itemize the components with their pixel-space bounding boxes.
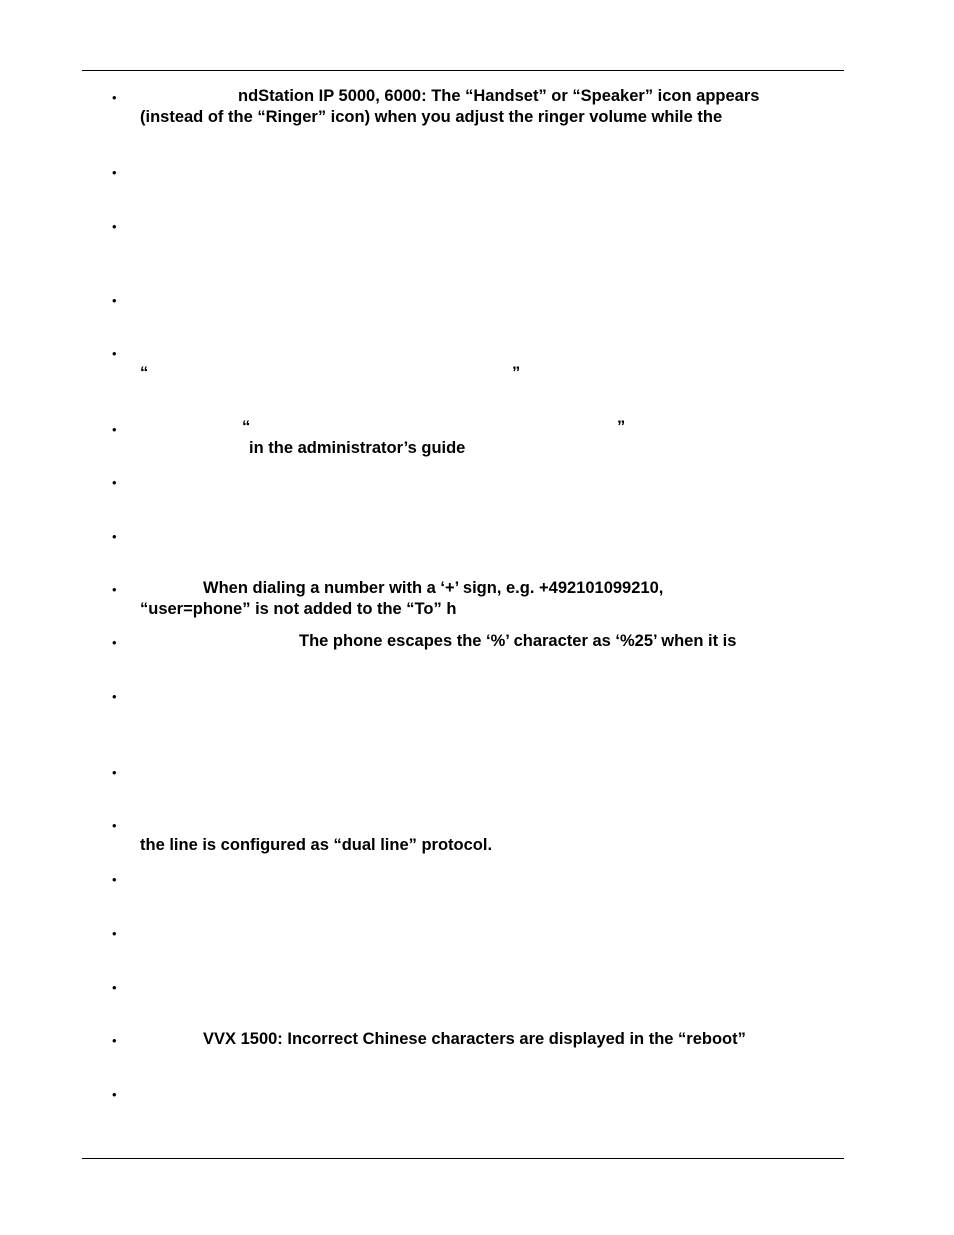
bullet-marker: •	[112, 582, 117, 597]
header-rule	[82, 70, 844, 71]
item-9-line-1: When dialing a number with a ‘+’ sign, e.g. +492101099210,	[203, 579, 664, 597]
bullet-marker: •	[112, 765, 117, 780]
item-1-line-1: ndStation IP 5000, 6000: The “Handset” or “Speaker” icon appears	[238, 87, 760, 105]
bullet-marker: •	[112, 165, 117, 180]
bullet-marker: •	[112, 346, 117, 361]
item-5-close-quote: ”	[512, 364, 521, 382]
bullet-marker: •	[112, 1087, 117, 1102]
bullet-marker: •	[112, 872, 117, 887]
bullet-marker: •	[112, 475, 117, 490]
item-6-open-quote: “	[242, 418, 251, 436]
item-5-open-quote: “	[140, 364, 149, 382]
footer-rule	[82, 1158, 844, 1159]
item-17-line-1: VVX 1500: Incorrect Chinese characters are displayed in the “reboot”	[203, 1030, 746, 1048]
bullet-marker: •	[112, 1033, 117, 1048]
bullet-marker: •	[112, 219, 117, 234]
item-9-line-2: “user=phone” is not added to the “To” h	[140, 600, 457, 618]
bullet-marker: •	[112, 926, 117, 941]
item-13-line-2: the line is configured as “dual line” protocol.	[140, 836, 493, 854]
item-6-close-quote: ”	[617, 418, 626, 436]
bullet-marker: •	[112, 689, 117, 704]
item-1-line-2: (instead of the “Ringer” icon) when you adjust the ringer volume while the	[140, 108, 723, 126]
bullet-marker: •	[112, 293, 117, 308]
bullet-marker: •	[112, 818, 117, 833]
bullet-marker: •	[112, 422, 117, 437]
bullet-marker: •	[112, 90, 117, 105]
bullet-marker: •	[112, 980, 117, 995]
item-10-line-1: The phone escapes the ‘%’ character as ‘%25’ when it is	[299, 632, 737, 650]
item-6-line-2: in the administrator’s guide	[249, 439, 466, 457]
bullet-marker: •	[112, 529, 117, 544]
bullet-marker: •	[112, 635, 117, 650]
